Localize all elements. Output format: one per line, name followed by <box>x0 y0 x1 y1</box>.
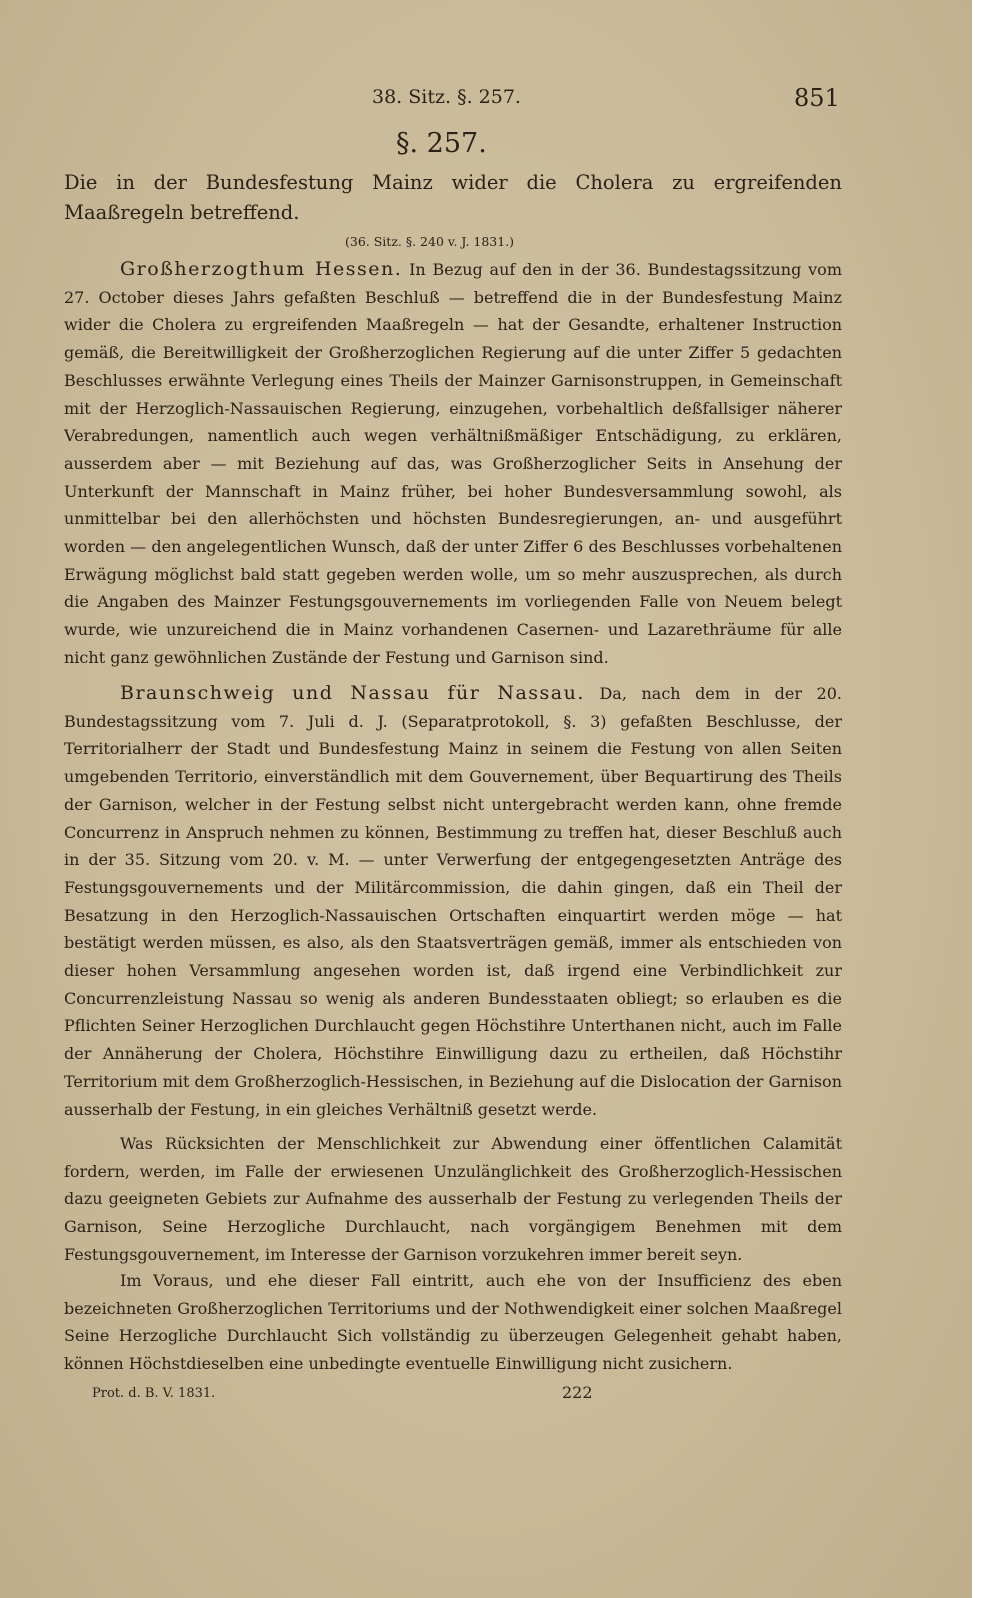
paragraph-text: Da, nach dem in der 20. Bundestagssitzung vom 7. Juli d. J. (Separatprotokoll, §. 3) gefaßten Beschlusse, der Territorialherr der Stadt und Bundesfestung Mainz in seinem die Festung von allen Seiten umgebenden Territorio, einverständlich mit dem Gouvernement, über Bequartirung des Theils der Garnison, welcher in der Festung selbst nicht untergebracht werden kann, ohne fremde Concurrenz in Anspruch nehmen zu können, Bestimmung zu treffen hat, dieser Beschluß auch in der 35. Sitzung vom 20. v. M. — unter Verwerfung der entgegengesetzten Anträge des Festungsgouvernements und der Militärcommission, die dahin gingen, daß ein Theil der Besatzung in den Herzoglich-Nassauischen Ortschaften einquartirt werden möge — hat bestätigt werden müssen, es also, als den Staatsverträgen gemäß, immer als entschieden von dieser hohen Versammlung angesehen worden ist, daß irgend eine Verbindlichkeit zur Concurrenzleistung Nassau so wenig als anderen Bundesstaaten obliegt; so erlauben es die Pflichten Seiner Herzoglichen Durchlaucht gegen Höchstihre Unterthanen nicht, auch im Falle der Annäherung der Cholera, Höchstihre Einwilligung dazu zu ertheilen, daß Höchstihr Territorium mit dem Großherzoglich-Hessischen, in Beziehung auf die Dislocation der Garnison ausserhalb der Festung, in ein gleiches Verhältniß gesetzt werde. <box>64 684 842 1119</box>
paragraph-lead: Großherzogthum Hessen. <box>120 258 403 280</box>
paragraph-voraus: Im Voraus, und ehe dieser Fall eintritt, auch ehe von der Insufficienz des eben bezeichneten Großherzoglichen Territoriums und der Nothwendigkeit einer solchen Maaßregel Seine Herzogliche Durchlaucht Sich vollständig zu überzeugen Gelegenheit gehabt haben, können Höchstdieselben eine unbedingte eventuelle Einwilligung nicht zusichern. <box>64 1271 842 1374</box>
paragraph-lead: Braunschweig und Nassau für Nassau. <box>120 682 585 704</box>
paragraph-calamitaet: Was Rücksichten der Menschlichkeit zur Abwendung einer öffentlichen Calamität fordern, werden, im Falle der erwiesenen Unzulänglichkeit des Großherzoglich-Hessischen dazu geeigneten Gebiets zur Aufnahme des ausserhalb der Festung zu verlegenden Theils der Garnison, Seine Herzogliche Durchlaucht, nach vorgängigem Benehmen mit dem Festungsgouvernement, im Interesse der Garnison vorzukehren immer bereit seyn. <box>64 1134 842 1264</box>
scan-margin <box>972 0 1000 1598</box>
section-reference: (36. Sitz. §. 240 v. J. 1831.) <box>345 234 515 249</box>
footer-signature: 222 <box>562 1383 593 1402</box>
paragraph-hessen <box>64 256 842 672</box>
page-number: 851 <box>794 84 840 112</box>
section-number: §. 257. <box>396 128 487 159</box>
running-head-center: 38. Sitz. §. 257. <box>372 86 521 108</box>
footer-protocol: Prot. d. B. V. 1831. <box>92 1386 216 1401</box>
section-title: Die in der Bundesfestung Mainz wider die Cholera zu ergreifenden Maaßregeln betreffend. <box>64 171 842 224</box>
paragraph-text: In Bezug auf den in der 36. Bundestagssitzung vom 27. October dieses Jahrs gefaßten Beschluß — betreffend die in der Bundesfestung Mainz wider die Cholera zu ergreifenden Maaßregeln — hat der Gesandte, erhaltener Instruction gemäß, die Bereitwilligkeit der Großherzoglichen Regierung auf die unter Ziffer 5 gedachten Beschlusses erwähnte Verlegung eines Theils der Mainzer Garnisonstruppen, in Gemeinschaft mit der Herzoglich-Nassauischen Regierung, einzugehen, vorbehaltlich deßfallsiger näherer Verabredungen, namentlich auch wegen verhältnißmäßiger Entschädigung, zu erklären, ausserdem aber — mit Beziehung auf das, was Großherzoglicher Seits in Ansehung der Unterkunft der Mannschaft in Mainz früher, bei hoher Bundesversammlung sowohl, als unmittelbar bei den allerhöchsten und höchsten Bundesregierungen, an- und ausgeführt worden — den angelegentlichen Wunsch, daß der unter Ziffer 6 des Beschlusses vorbehaltenen Erwägung möglichst bald statt gegeben werden wolle, um so mehr auszusprechen, als durch die Angaben des Mainzer Festungsgouvernements im vorliegenden Falle von Neuem belegt wurde, wie unzureichend die in Mainz vorhandenen Casernen- und Lazarethräume für alle nicht ganz gewöhnlichen Zustände der Festung und Garnison sind. <box>64 260 842 667</box>
paragraph-nassau <box>64 680 842 1123</box>
